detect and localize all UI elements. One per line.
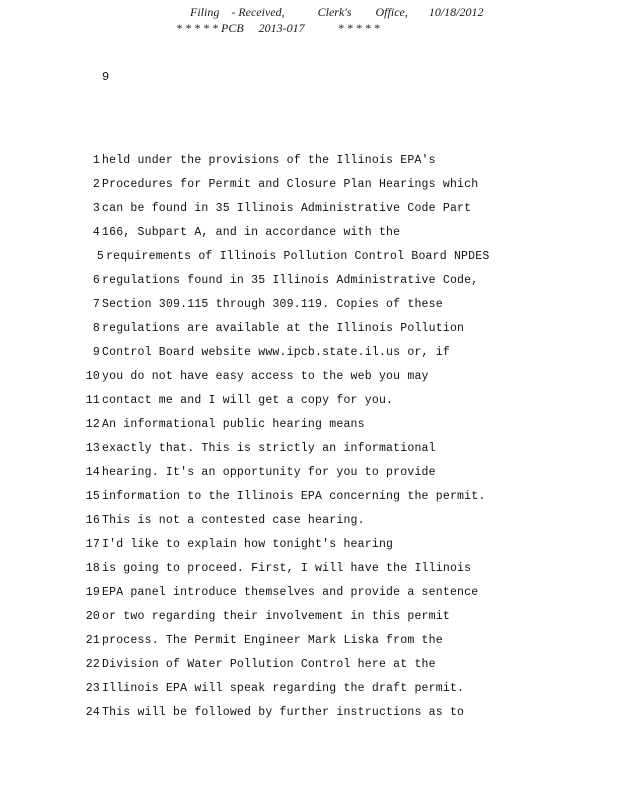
line-text: I'd like to explain how tonight's hearing (102, 538, 394, 551)
line-number: 21 (85, 634, 100, 647)
line-text: is going to proceed. First, I will have the Illinois (102, 562, 472, 575)
line-text: can be found in 35 Illinois Administrative Code Part (102, 202, 472, 215)
line-text: or two regarding their involvement in this permit (102, 610, 450, 623)
line-text: 166, Subpart A, and in accordance with the (102, 226, 401, 239)
line-number: 16 (85, 514, 100, 527)
transcript-line (78, 514, 365, 530)
line-number: 17 (85, 538, 100, 551)
line-text: contact me and I will get a copy for you. (102, 394, 394, 407)
transcript-line (78, 298, 443, 314)
line-number: 2 (92, 178, 100, 191)
transcript-line (78, 346, 450, 362)
line-text: process. The Permit Engineer Mark Liska from the (102, 634, 443, 647)
line-text: Division of Water Pollution Control here at the (102, 658, 436, 671)
transcript-line (78, 322, 464, 338)
transcript-line (78, 442, 436, 458)
line-text: requirements of Illinois Pollution Control Board NPDES (106, 250, 490, 263)
filing-stamp-line-1: Filing - Received, Clerk's Office, 10/18/2012 (190, 5, 484, 19)
line-number: 1 (92, 154, 100, 167)
line-number: 9 (92, 346, 100, 359)
transcript-line (78, 706, 464, 722)
line-text: regulations are available at the Illinois Pollution (102, 322, 465, 335)
transcript-line (78, 226, 400, 242)
transcript-line (78, 562, 471, 578)
line-number: 23 (85, 682, 100, 695)
line-text: This is not a contested case hearing. (102, 514, 365, 527)
filing-stamp-line-2: * * * * * PCB 2013-017 * * * * * (176, 21, 380, 35)
line-text: An informational public hearing means (102, 418, 365, 431)
transcript-line (78, 538, 393, 554)
line-number: 24 (85, 706, 100, 719)
line-number: 12 (85, 418, 100, 431)
line-text: exactly that. This is strictly an informational (102, 442, 436, 455)
transcript-line (78, 466, 436, 482)
line-text: you do not have easy access to the web you may (102, 370, 429, 383)
transcript-line (78, 394, 393, 410)
transcript-line (78, 370, 429, 386)
transcript-line (78, 634, 443, 650)
line-number: 7 (92, 298, 100, 311)
transcript-line (78, 490, 485, 506)
transcript-line (78, 586, 478, 602)
line-text: regulations found in 35 Illinois Administrative Code, (102, 274, 479, 287)
line-text: Control Board website www.ipcb.state.il.us or, if (102, 346, 450, 359)
line-text: information to the Illinois EPA concerning the permit. (102, 490, 486, 503)
line-number: 6 (92, 274, 100, 287)
line-number: 13 (85, 442, 100, 455)
line-number: 19 (85, 586, 100, 599)
page-number: 9 (102, 70, 110, 84)
transcript-line (78, 682, 464, 698)
transcript-line (78, 202, 471, 218)
line-number: 5 (96, 250, 104, 263)
line-text: Illinois EPA will speak regarding the draft permit. (102, 682, 465, 695)
transcript-line (82, 250, 489, 266)
line-number: 8 (92, 322, 100, 335)
transcript-line (78, 178, 478, 194)
line-number: 14 (85, 466, 100, 479)
line-text: EPA panel introduce themselves and provide a sentence (102, 586, 479, 599)
line-number: 10 (85, 370, 100, 383)
line-text: hearing. It's an opportunity for you to provide (102, 466, 436, 479)
transcript-line (78, 154, 436, 170)
transcript-line (78, 274, 478, 290)
line-number: 15 (85, 490, 100, 503)
line-number: 4 (92, 226, 100, 239)
transcript-line (78, 658, 436, 674)
transcript-line (78, 610, 450, 626)
line-number: 18 (85, 562, 100, 575)
line-text: Section 309.115 through 309.119. Copies of these (102, 298, 443, 311)
line-number: 22 (85, 658, 100, 671)
line-number: 20 (85, 610, 100, 623)
line-text: held under the provisions of the Illinois EPA's (102, 154, 436, 167)
line-text: This will be followed by further instructions as to (102, 706, 465, 719)
line-text: Procedures for Permit and Closure Plan Hearings which (102, 178, 479, 191)
line-number: 3 (92, 202, 100, 215)
line-number: 11 (85, 394, 100, 407)
transcript-line (78, 418, 365, 434)
